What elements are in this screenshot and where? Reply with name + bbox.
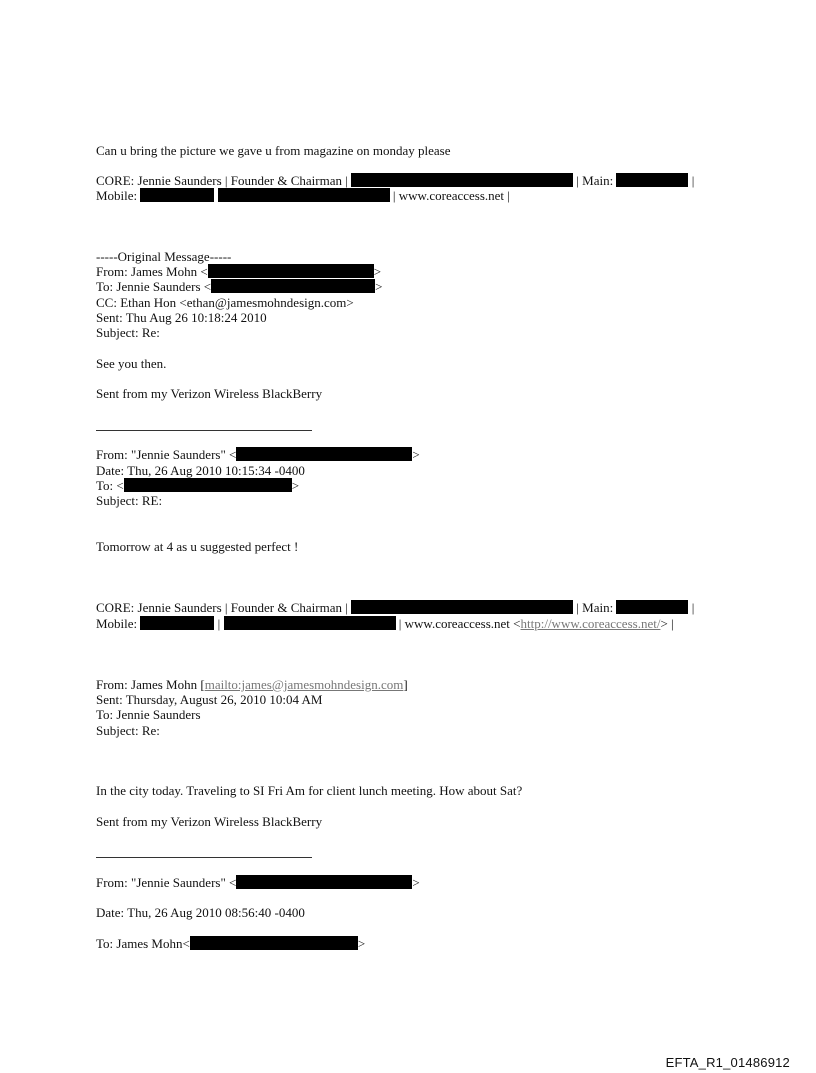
redaction-block (351, 600, 573, 614)
document-id: EFTA_R1_01486912 (665, 1055, 790, 1070)
msg3-subject: Subject: Re: (96, 723, 160, 738)
signature-line-2 (96, 188, 510, 204)
redaction-block (140, 188, 214, 202)
msg4-to (96, 936, 365, 952)
website-suffix: > | (660, 616, 674, 631)
redaction-block (236, 875, 412, 889)
website-link[interactable]: http://www.coreaccess.net/ (520, 616, 661, 631)
signature-prefix: CORE: Jennie Saunders | Founder & Chairman | (96, 173, 348, 188)
redaction-block (236, 447, 412, 461)
msg4-date: Date: Thu, 26 Aug 2010 08:56:40 -0400 (96, 905, 305, 920)
redaction-block (616, 173, 688, 187)
website-text: | www.coreaccess.net < (398, 616, 521, 631)
msg3-from (96, 677, 408, 693)
angle-close: > (291, 478, 300, 493)
main-label: | Main: (576, 600, 614, 615)
redaction-block (616, 600, 688, 614)
redaction-block (218, 188, 390, 202)
separator: | (217, 616, 221, 631)
to-label: To: James Mohn< (96, 936, 190, 951)
from-label: From: "Jennie Saunders" < (96, 447, 237, 462)
msg3-device: Sent from my Verizon Wireless BlackBerry (96, 814, 323, 829)
msg1-to (96, 279, 382, 295)
angle-close: > (412, 447, 420, 462)
angle-close: > (412, 875, 420, 890)
msg1-sent: Sent: Thu Aug 26 10:18:24 2010 (96, 310, 267, 325)
to-label: To: Jennie Saunders < (96, 279, 212, 294)
msg1-from (96, 264, 381, 280)
msg3-body: In the city today. Traveling to SI Fri Am for client lunch meeting. How about Sat? (96, 783, 523, 798)
msg1-body: See you then. (96, 356, 167, 371)
redaction-block (190, 936, 358, 950)
msg1-cc: CC: Ethan Hon <ethan@jamesmohndesign.com> (96, 295, 354, 310)
mailto-link[interactable]: mailto:james@jamesmohndesign.com (204, 677, 404, 692)
msg2-from (96, 447, 420, 463)
msg3-to: To: Jennie Saunders (96, 707, 201, 722)
msg3-sent: Sent: Thursday, August 26, 2010 10:04 AM (96, 692, 323, 707)
msg2-subject: Subject: RE: (96, 493, 163, 508)
divider (96, 430, 312, 431)
redaction-block (351, 173, 573, 187)
mobile-label: Mobile: (96, 616, 138, 631)
msg4-from (96, 875, 420, 891)
separator: | (691, 600, 695, 615)
original-message-header: -----Original Message----- (96, 249, 232, 264)
msg2-date: Date: Thu, 26 Aug 2010 10:15:34 -0400 (96, 463, 305, 478)
signature-line-1 (96, 173, 694, 189)
separator: | (691, 173, 695, 188)
redaction-block (224, 616, 396, 630)
from-label: From: "Jennie Saunders" < (96, 875, 237, 890)
mobile-label: Mobile: (96, 188, 138, 203)
signature2-line-2 (96, 616, 674, 632)
angle-close: > (373, 264, 382, 279)
main-label: | Main: (576, 173, 614, 188)
divider (96, 857, 312, 858)
website-text: | www.coreaccess.net | (392, 188, 510, 203)
redaction-block (140, 616, 214, 630)
to-label: To: < (96, 478, 124, 493)
msg1-subject: Subject: Re: (96, 325, 160, 340)
angle-close: > (357, 936, 366, 951)
redaction-block (124, 478, 292, 492)
msg2-body: Tomorrow at 4 as u suggested perfect ! (96, 539, 299, 554)
angle-close: > (375, 279, 383, 294)
opening-line: Can u bring the picture we gave u from magazine on monday please (96, 143, 451, 158)
signature-prefix: CORE: Jennie Saunders | Founder & Chairman | (96, 600, 348, 615)
redaction-block (208, 264, 374, 278)
signature2-line-1 (96, 600, 694, 616)
msg1-device: Sent from my Verizon Wireless BlackBerry (96, 386, 323, 401)
msg2-to (96, 478, 299, 494)
from-label: From: James Mohn [ (96, 677, 205, 692)
from-label: From: James Mohn < (96, 264, 208, 279)
redaction-block (211, 279, 375, 293)
bracket-close: ] (403, 677, 408, 692)
